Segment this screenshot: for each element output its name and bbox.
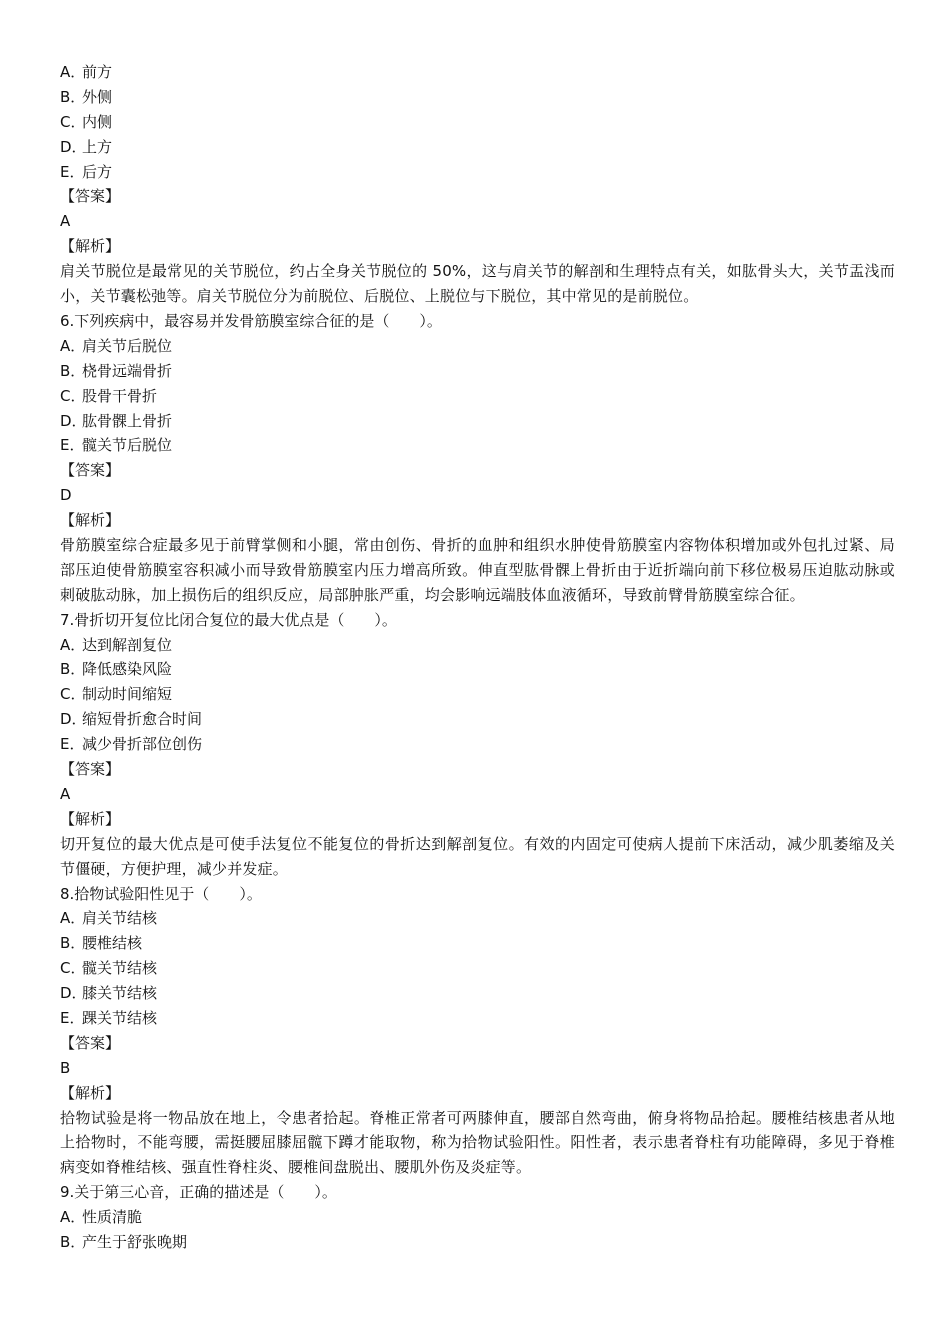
option-label: A．: [60, 336, 86, 355]
option-label: D．: [60, 984, 87, 1003]
option-c: [60, 110, 895, 135]
option-label: C．: [60, 685, 86, 704]
option-label: D．: [60, 411, 87, 430]
option-c: [60, 384, 895, 409]
question-9-block: [60, 1180, 895, 1255]
option-e: [60, 433, 895, 458]
option-text: 桡骨远端骨折: [82, 361, 173, 380]
answer-heading: 【答案】: [60, 1033, 121, 1052]
option-text: 肱骨髁上骨折: [82, 411, 173, 430]
option-text: 缩短骨折愈合时间: [82, 710, 203, 729]
option-b: [60, 657, 895, 682]
option-text: 肩关节结核: [82, 909, 158, 928]
option-label: D．: [60, 137, 87, 156]
option-text: 产生于舒张晚期: [82, 1233, 188, 1252]
option-label: D．: [60, 710, 87, 729]
analysis-text: 骨筋膜室综合症最多见于前臂掌侧和小腿，常由创伤、骨折的血肿和组织水肿使骨筋膜室内容物体积增加或外包扎过紧、局部压迫使骨筋膜室容积减小而导致骨筋膜室内压力增高所致。伸直型肱骨髁上骨折由于近折端向前下移位极易压迫肱动脉或刺破肱动脉，加上损伤后的组织反应，局部肿胀严重，均会影响远端肢体血液循环，导致前臂骨筋膜室综合征。: [60, 535, 895, 604]
answer-heading: 【答案】: [60, 760, 121, 779]
analysis-heading: 【解析】: [60, 809, 121, 828]
answer-heading: 【答案】: [60, 187, 121, 206]
option-label: A．: [60, 635, 86, 654]
document-page: [60, 60, 895, 1255]
question-stem: 7.骨折切开复位比闭合复位的最大优点是（ ）。: [60, 610, 397, 629]
option-text: 髋关节结核: [82, 959, 158, 978]
option-text: 后方: [82, 162, 113, 181]
option-a: [60, 906, 895, 931]
option-label: A．: [60, 1208, 86, 1227]
option-b: [60, 85, 895, 110]
option-label: C．: [60, 959, 86, 978]
option-d: [60, 707, 895, 732]
option-b: [60, 1230, 895, 1255]
option-text: 降低感染风险: [82, 660, 173, 679]
option-a: [60, 334, 895, 359]
option-label: E．: [60, 1008, 85, 1027]
option-b: [60, 359, 895, 384]
option-text: 上方: [82, 137, 113, 156]
question-5-block: [60, 60, 895, 309]
option-label: E．: [60, 162, 85, 181]
question-8-block: [60, 882, 895, 1181]
option-text: 达到解剖复位: [82, 635, 173, 654]
answer-value: A: [60, 784, 71, 803]
answer-value: B: [60, 1058, 71, 1077]
option-d: [60, 409, 895, 434]
option-a: [60, 1205, 895, 1230]
question-stem: 8.拾物试验阳性见于（ ）。: [60, 884, 262, 903]
option-label: B．: [60, 87, 86, 106]
answer-value: D: [60, 486, 72, 505]
option-label: E．: [60, 735, 85, 754]
option-label: C．: [60, 386, 86, 405]
analysis-heading: 【解析】: [60, 237, 121, 256]
option-e: [60, 732, 895, 757]
option-label: B．: [60, 361, 86, 380]
option-label: B．: [60, 660, 86, 679]
option-label: B．: [60, 934, 86, 953]
analysis-text: 肩关节脱位是最常见的关节脱位，约占全身关节脱位的 50%，这与肩关节的解剖和生理特点有关，如肱骨头大，关节盂浅而小，关节囊松弛等。肩关节脱位分为前脱位、后脱位、上脱位与下脱位，其中常见的是前脱位。: [60, 262, 895, 306]
question-stem: 6.下列疾病中，最容易并发骨筋膜室综合征的是（ ）。: [60, 311, 442, 330]
option-text: 制动时间缩短: [82, 685, 173, 704]
question-6-block: [60, 309, 895, 608]
option-d: [60, 981, 895, 1006]
option-b: [60, 931, 895, 956]
option-text: 肩关节后脱位: [82, 336, 173, 355]
analysis-heading: 【解析】: [60, 1083, 121, 1102]
option-e: [60, 160, 895, 185]
answer-heading: 【答案】: [60, 461, 121, 480]
option-c: [60, 682, 895, 707]
option-text: 外侧: [82, 87, 113, 106]
option-text: 膝关节结核: [82, 984, 158, 1003]
option-a: [60, 60, 895, 85]
option-text: 前方: [82, 63, 113, 81]
option-text: 髋关节后脱位: [82, 436, 173, 455]
option-e: [60, 1006, 895, 1031]
question-stem: 9.关于第三心音，正确的描述是（ ）。: [60, 1183, 337, 1202]
analysis-heading: 【解析】: [60, 511, 121, 530]
option-text: 腰椎结核: [82, 934, 143, 953]
option-c: [60, 956, 895, 981]
option-label: B．: [60, 1233, 86, 1252]
option-text: 踝关节结核: [82, 1008, 158, 1027]
option-label: C．: [60, 112, 86, 131]
option-text: 内侧: [82, 112, 113, 131]
option-text: 性质清脆: [82, 1208, 143, 1227]
option-label: A．: [60, 909, 86, 928]
option-text: 股骨干骨折: [82, 386, 158, 405]
option-label: E．: [60, 436, 85, 455]
option-text: 减少骨折部位创伤: [82, 735, 203, 754]
answer-value: A: [60, 212, 71, 231]
option-label: A．: [60, 63, 86, 81]
option-a: [60, 633, 895, 658]
option-d: [60, 135, 895, 160]
question-7-block: [60, 608, 895, 882]
analysis-text: 拾物试验是将一物品放在地上，令患者拾起。脊椎正常者可两膝伸直，腰部自然弯曲，俯身将物品拾起。腰椎结核患者从地上拾物时，不能弯腰，需挺腰屈膝屈髋下蹲才能取物，称为拾物试验阳性。阳性者，表示患者脊柱有功能障碍，多见于脊椎病变如脊椎结核、强直性脊柱炎、腰椎间盘脱出、腰肌外伤及炎症等。: [60, 1108, 895, 1177]
analysis-text: 切开复位的最大优点是可使手法复位不能复位的骨折达到解剖复位。有效的内固定可使病人提前下床活动，减少肌萎缩及关节僵硬，方便护理，减少并发症。: [60, 834, 895, 878]
